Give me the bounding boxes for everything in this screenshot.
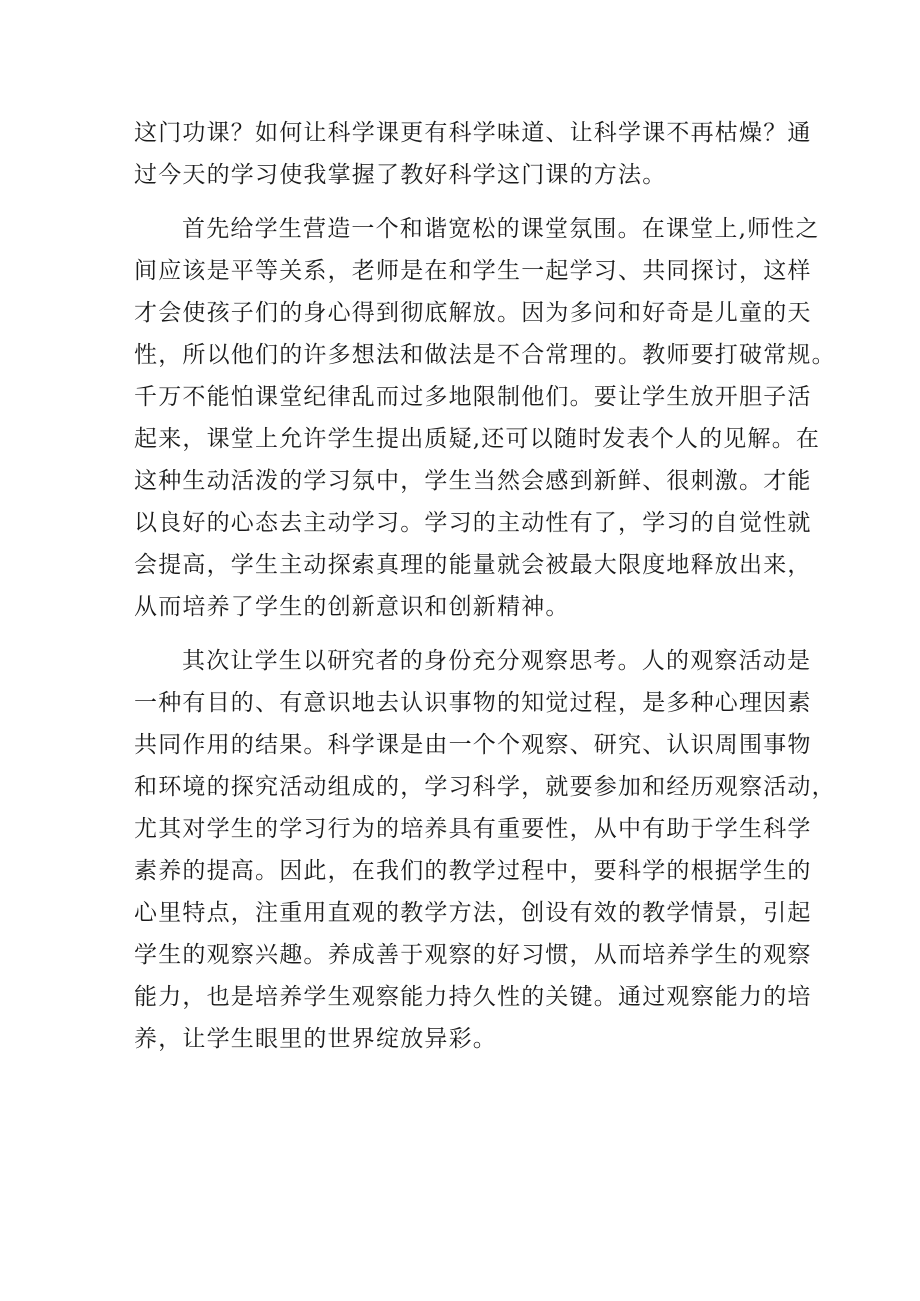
paragraph-line: 间应该是平等关系，老师是在和学生一起学习、共同探讨，这样 <box>134 258 812 284</box>
paragraph-3 <box>134 640 836 1060</box>
document-body <box>134 112 836 1060</box>
paragraph-2 <box>134 208 836 628</box>
paragraph-line: 千万不能怕课堂纪律乱而过多地限制他们。要让学生放开胆子活 <box>134 384 812 410</box>
paragraph-line: 首先给学生营造一个和谐宽松的课堂氛围。在课堂上,师性之 <box>182 216 820 242</box>
paragraph-line: 起来，课堂上允许学生提出质疑,还可以随时发表个人的见解。在 <box>134 426 821 452</box>
paragraph-line: 性，所以他们的许多想法和做法是不合常理的。教师要打破常规。 <box>134 342 836 368</box>
paragraph-line: 学生的观察兴趣。养成善于观察的好习惯，从而培养学生的观察 <box>134 942 812 968</box>
paragraph-line: 会提高，学生主动探索真理的能量就会被最大限度地释放出来， <box>134 552 812 578</box>
paragraph-line: 过今天的学习使我掌握了教好科学这门课的方法。 <box>134 162 667 188</box>
paragraph-line: 能力，也是培养学生观察能力持久性的关键。通过观察能力的培 <box>134 984 812 1010</box>
paragraph-1 <box>134 112 812 196</box>
paragraph-line: 这门功课？如何让科学课更有科学味道、让科学课不再枯燥？通 <box>134 120 812 146</box>
paragraph-line: 才会使孩子们的身心得到彻底解放。因为多问和好奇是儿童的天 <box>134 300 812 326</box>
paragraph-line: 尤其对学生的学习行为的培养具有重要性，从中有助于学生科学 <box>134 816 812 842</box>
paragraph-line: 一种有目的、有意识地去认识事物的知觉过程，是多种心理因素 <box>134 690 812 716</box>
paragraph-line: 从而培养了学生的创新意识和创新精神。 <box>134 594 570 620</box>
paragraph-line: 共同作用的结果。科学课是由一个个观察、研究、认识周围事物 <box>134 732 812 758</box>
paragraph-line: 和环境的探究活动组成的，学习科学，就要参加和经历观察活动， <box>134 774 836 800</box>
paragraph-line: 素养的提高。因此，在我们的教学过程中，要科学的根据学生的 <box>134 858 812 884</box>
paragraph-line: 以良好的心态去主动学习。学习的主动性有了，学习的自觉性就 <box>134 510 812 536</box>
paragraph-line: 其次让学生以研究者的身份充分观察思考。人的观察活动是 <box>182 648 812 674</box>
paragraph-line: 这种生动活泼的学习氛中，学生当然会感到新鲜、很刺激。才能 <box>134 468 812 494</box>
paragraph-line: 心里特点，注重用直观的教学方法，创设有效的教学情景，引起 <box>134 900 812 926</box>
paragraph-line: 养，让学生眼里的世界绽放异彩。 <box>134 1026 497 1052</box>
